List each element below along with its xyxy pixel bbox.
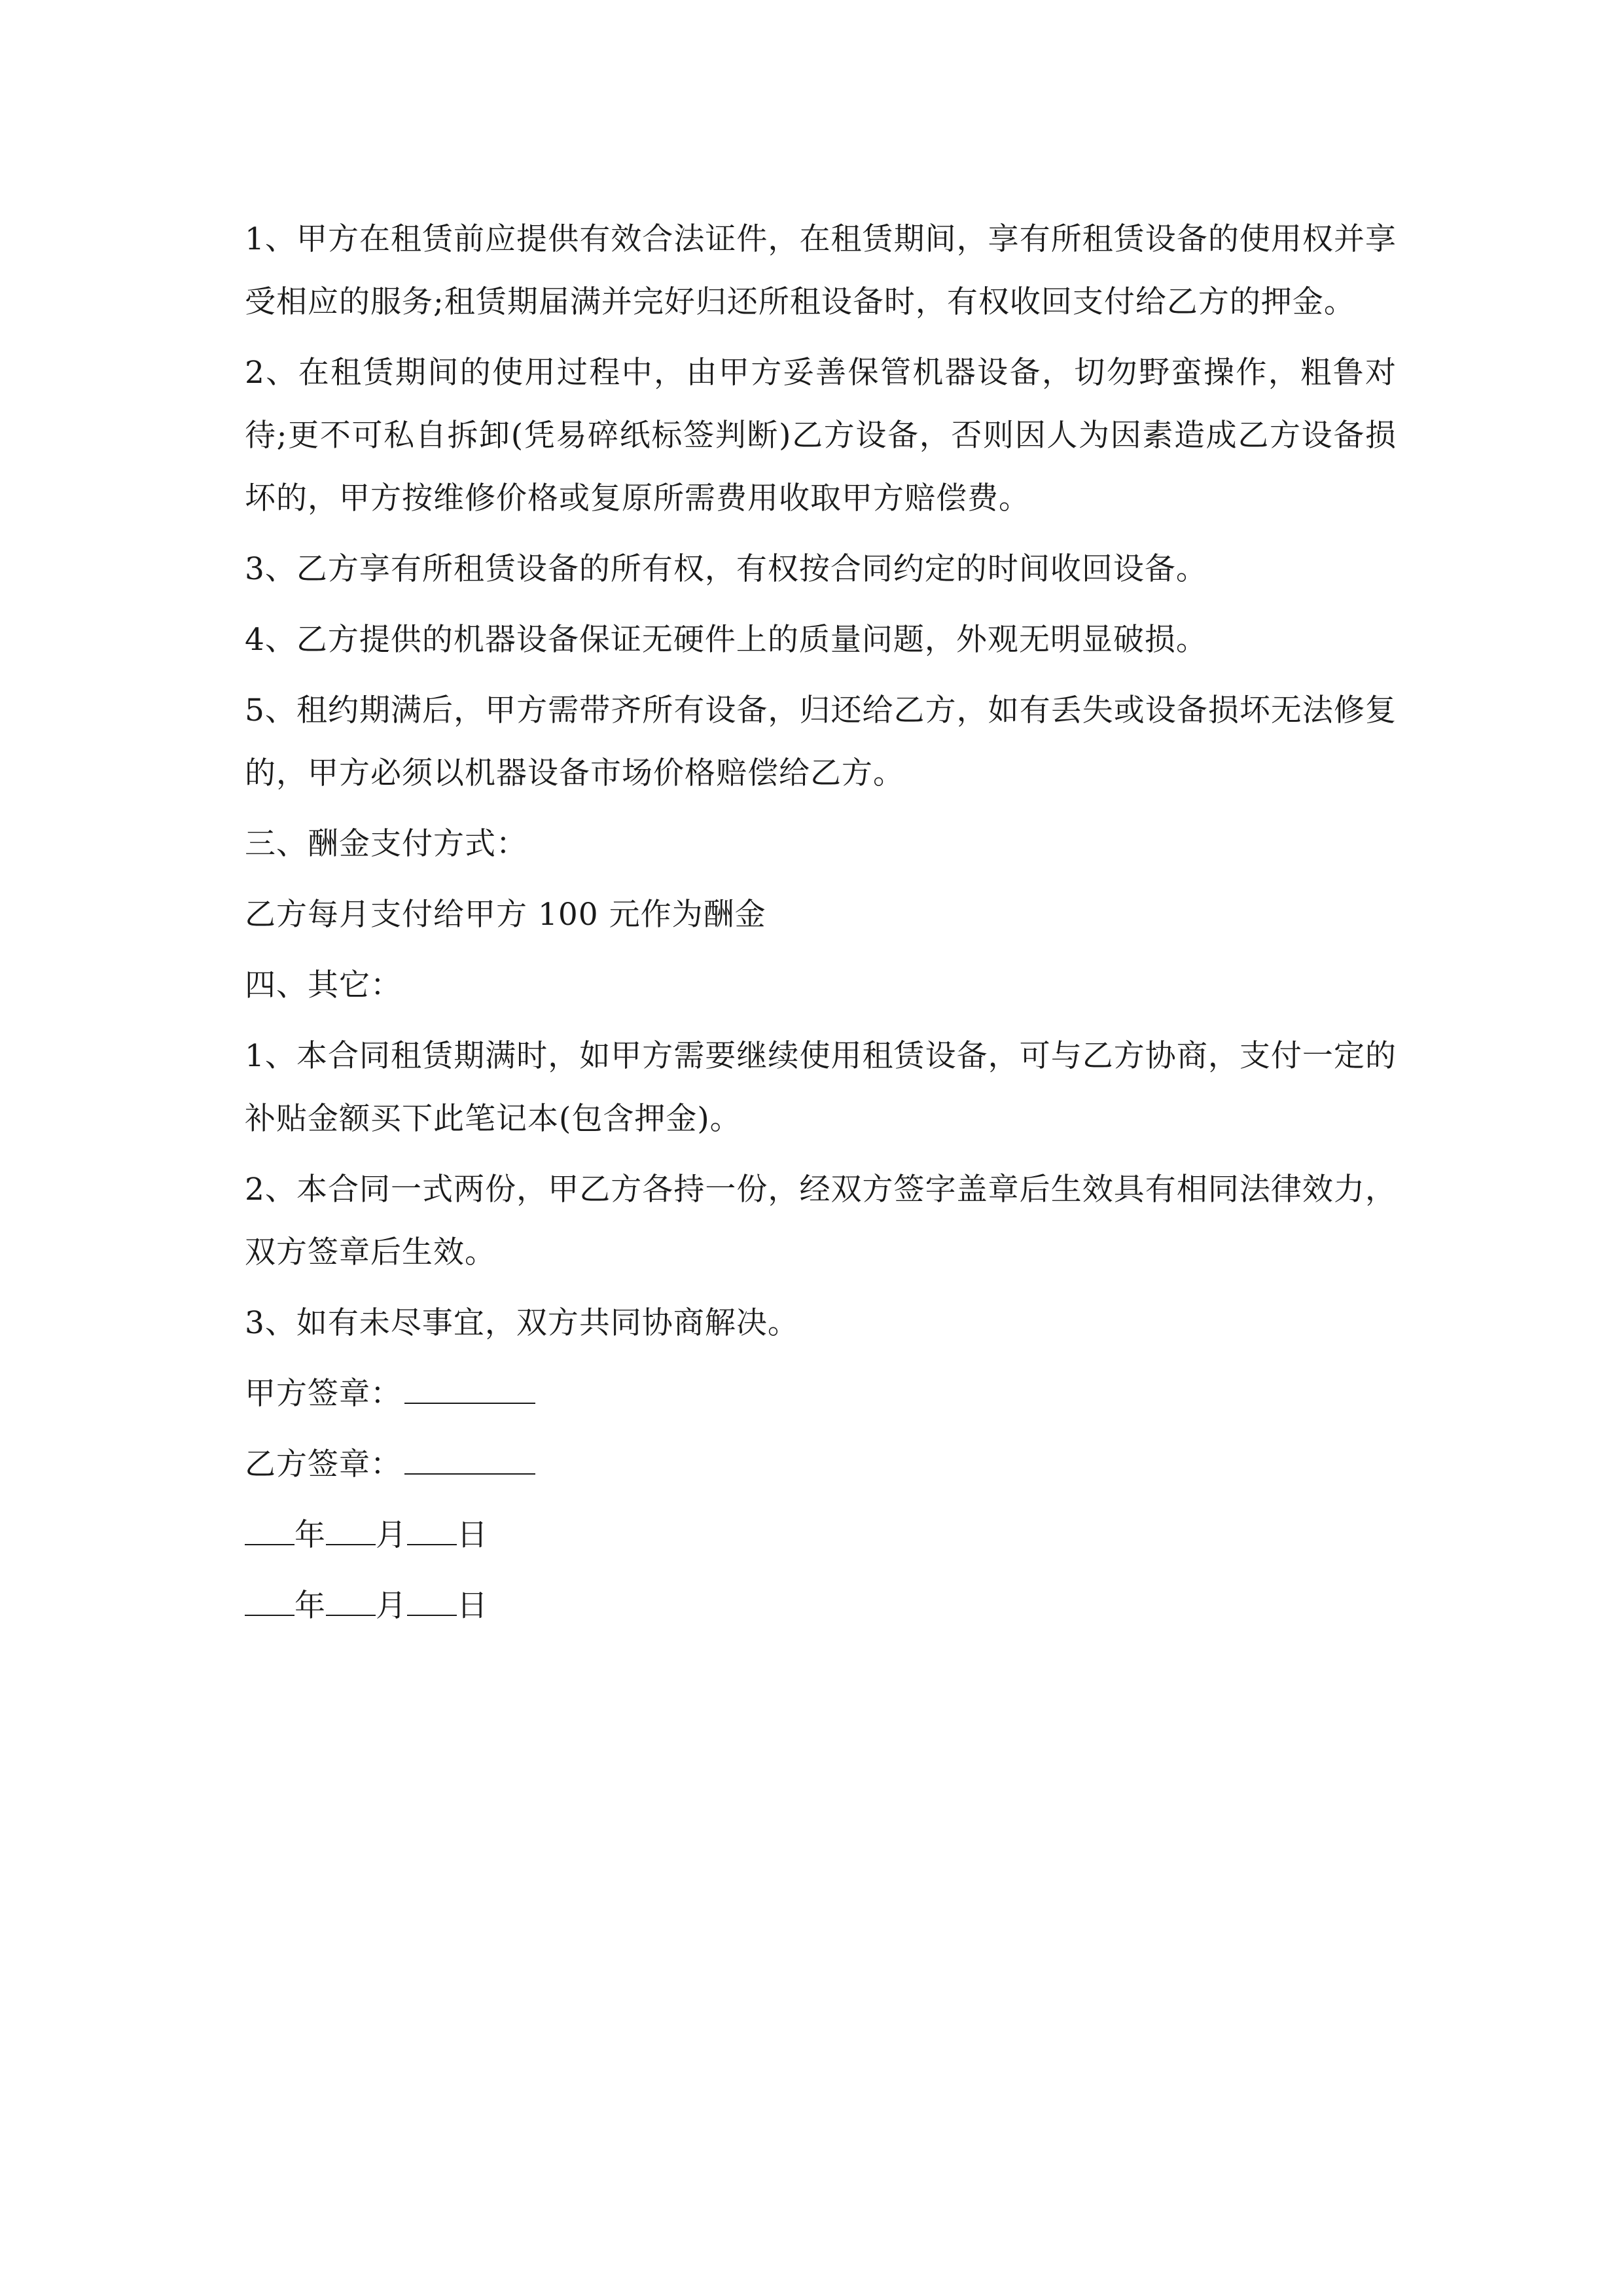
date-1-year-unit: 年 (294, 1517, 326, 1553)
date-line-1 (245, 1504, 1397, 1567)
other-clause-2: 2、本合同一式两份，甲乙方各持一份，经双方签字盖章后生效具有相同法律效力，双方签章后生效。 (245, 1172, 1397, 1270)
clause-a-1: 1、甲方在租赁前应提供有效合法证件，在租赁期间，享有所租赁设备的使用权并享受相应的服务;租赁期届满并完好归还所租设备时，有权收回支付给乙方的押金。 (245, 221, 1397, 320)
party-a-signature-label: 甲方签章： (245, 1376, 402, 1412)
date-1-day-unit: 日 (457, 1517, 488, 1553)
date-2-month-unit: 月 (376, 1588, 407, 1624)
clause-a-5: 5、租约期满后，甲方需带齐所有设备，归还给乙方，如有丢失或设备损坏无法修复的，甲方必须以机器设备市场价格赔偿给乙方。 (245, 692, 1397, 791)
clause-b-4: 4、乙方提供的机器设备保证无硬件上的质量问题，外观无明显破损。 (245, 622, 1207, 658)
date-2-month-blank[interactable] (326, 1588, 376, 1616)
date-2-year-blank[interactable] (245, 1588, 294, 1616)
payment-clause: 乙方每月支付给甲方 100 元作为酬金 (245, 897, 766, 933)
party-a-signature-line (245, 1363, 1397, 1426)
other-clause-3: 3、如有未尽事宜，双方共同协商解决。 (245, 1305, 799, 1341)
date-line-2 (245, 1575, 1397, 1638)
date-1-year-blank[interactable] (245, 1518, 294, 1545)
date-2-day-unit: 日 (457, 1588, 488, 1624)
party-b-signature-line (245, 1433, 1397, 1496)
clause-a-2: 2、在租赁期间的使用过程中，由甲方妥善保管机器设备，切勿野蛮操作，粗鲁对待;更不可私自拆卸(凭易碎纸标签判断)乙方设备，否则因人为因素造成乙方设备损坏的，甲方按维修价格或复原所需费用收取甲方赔偿费。 (245, 355, 1397, 516)
clause-b-3: 3、乙方享有所租赁设备的所有权，有权按合同约定的时间收回设备。 (245, 551, 1207, 587)
date-2-day-blank[interactable] (407, 1588, 457, 1616)
date-2-year-unit: 年 (294, 1588, 326, 1624)
party-b-signature-label: 乙方签章： (245, 1446, 402, 1482)
other-clause-1: 1、本合同租赁期满时，如甲方需要继续使用租赁设备，可与乙方协商，支付一定的补贴金额买下此笔记本(包含押金)。 (245, 1038, 1397, 1137)
party-b-signature-blank[interactable] (404, 1447, 535, 1475)
document-body (245, 208, 1397, 1645)
party-a-signature-blank[interactable] (404, 1376, 535, 1404)
date-1-month-unit: 月 (376, 1517, 407, 1553)
date-1-day-blank[interactable] (407, 1518, 457, 1545)
date-1-month-blank[interactable] (326, 1518, 376, 1545)
section-heading-payment: 三、酬金支付方式： (245, 826, 527, 862)
section-heading-other: 四、其它： (245, 967, 402, 1003)
